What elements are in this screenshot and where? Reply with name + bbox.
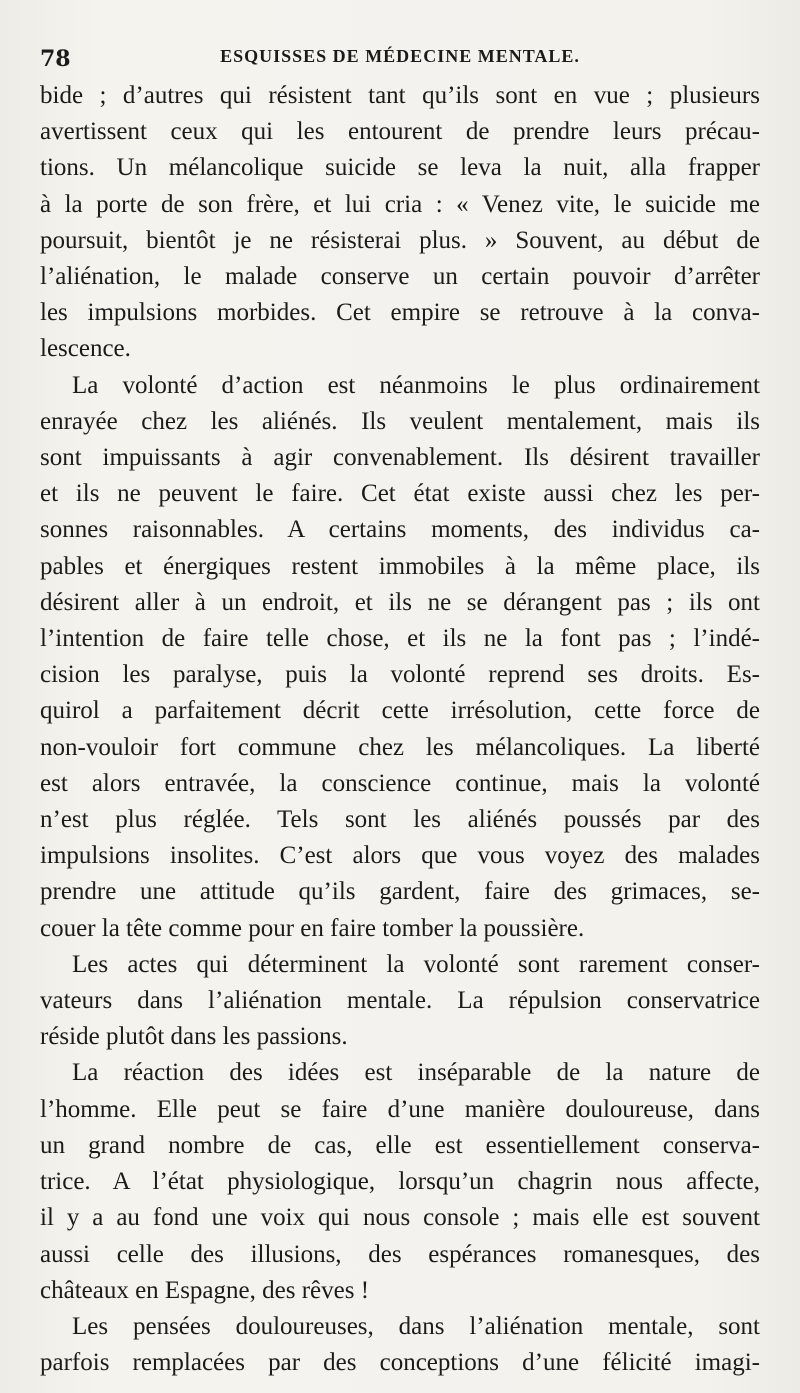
text-line: Les pensées douloureuses, dans l’aliénation mentale, sont <box>72 1312 760 1340</box>
text-line: enrayée chez les aliénés. Ils veulent mentalement, mais ils <box>40 407 760 435</box>
text-line: l’homme. Elle peut se faire d’une manière douloureuse, dans <box>40 1095 760 1123</box>
text-line: quirol a parfaitement décrit cette irrésolution, cette force de <box>40 697 760 725</box>
text-line: châteaux en Espagne, des rêves ! <box>40 1276 370 1304</box>
text-line: poursuit, bientôt je ne résisterai plus. » Souvent, au début de <box>40 226 760 254</box>
text-line: réside plutôt dans les passions. <box>40 1023 348 1051</box>
text-line: à la porte de son frère, et lui cria : « Venez vite, le suicide me <box>40 190 760 218</box>
text-line: impulsions insolites. C’est alors que vous voyez des malades <box>40 842 760 870</box>
text-line: lescence. <box>40 335 131 363</box>
text-line: est alors entravée, la conscience continue, mais la volonté <box>40 769 760 797</box>
text-line: trice. A l’état physiologique, lorsqu’un chagrin nous affecte, <box>40 1168 760 1196</box>
text-line: prendre une attitude qu’ils gardent, faire des grimaces, se- <box>40 878 760 906</box>
text-line: Les actes qui déterminent la volonté sont rarement conser- <box>72 950 760 978</box>
page-number: 78 <box>40 46 71 72</box>
body-text <box>40 78 760 1381</box>
text-line: La volonté d’action est néanmoins le plus ordinairement <box>72 371 760 399</box>
text-line: non-vouloir fort commune chez les mélancoliques. La liberté <box>40 733 760 761</box>
running-head: ESQUISSES DE MÉDECINE MENTALE. <box>220 46 580 66</box>
text-line: bide ; d’autres qui résistent tant qu’ils sont en vue ; plusieurs <box>40 82 760 109</box>
text-line: désirent aller à un endroit, et ils ne se dérangent pas ; ils ont <box>40 588 760 616</box>
text-line: et ils ne peuvent le faire. Cet état existe aussi chez les per- <box>40 480 760 508</box>
text-line: tions. Un mélancolique suicide se leva la nuit, alla frapper <box>40 154 760 182</box>
text-line: vateurs dans l’aliénation mentale. La répulsion conservatrice <box>40 987 760 1015</box>
text-line: aussi celle des illusions, des espérances romanesques, des <box>40 1240 760 1268</box>
page-header <box>40 28 760 78</box>
text-line: couer la tête comme pour en faire tomber la poussière. <box>40 914 585 942</box>
text-line: un grand nombre de cas, elle est essentiellement conserva- <box>40 1131 760 1159</box>
text-line: parfois remplacées par des conceptions d’une félicité imagi- <box>40 1349 760 1377</box>
text-line: l’intention de faire telle chose, et ils ne la font pas ; l’indé- <box>40 625 760 653</box>
text-line: avertissent ceux qui les entourent de prendre leurs précau- <box>40 118 760 146</box>
text-line: La réaction des idées est inséparable de la nature de <box>72 1059 760 1087</box>
text-line: les impulsions morbides. Cet empire se retrouve à la conva- <box>40 299 760 327</box>
text-line: n’est plus réglée. Tels sont les aliénés poussés par des <box>40 806 760 834</box>
text-line: pables et énergiques restent immobiles à la même place, ils <box>40 552 760 580</box>
text-line: cision les paralyse, puis la volonté reprend ses droits. Es- <box>40 661 760 689</box>
text-line: sonnes raisonnables. A certains moments, des individus ca- <box>40 516 760 544</box>
text-line: sont impuissants à agir convenablement. Ils désirent travailler <box>40 444 760 472</box>
text-line: il y a au fond une voix qui nous console ; mais elle est souvent <box>40 1204 760 1232</box>
text-line: l’aliénation, le malade conserve un certain pouvoir d’arrêter <box>40 263 760 291</box>
